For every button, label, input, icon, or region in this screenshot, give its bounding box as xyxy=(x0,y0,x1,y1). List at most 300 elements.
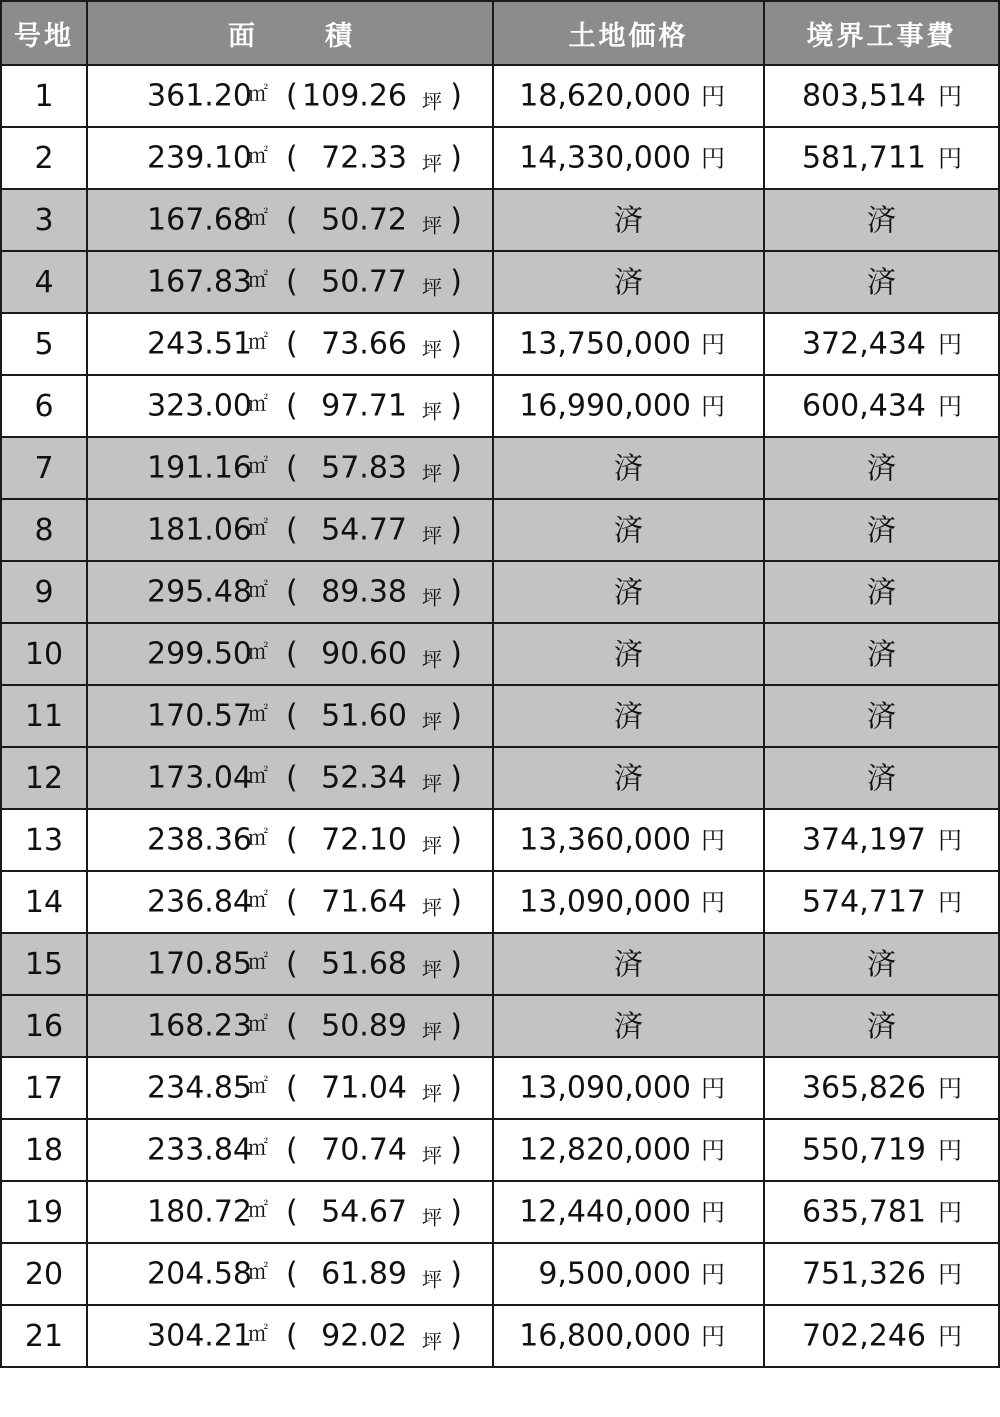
area-wrap xyxy=(88,500,492,560)
land-price-cell xyxy=(493,375,764,437)
tsubo-unit: 坪 xyxy=(422,585,442,610)
land-price-cell xyxy=(493,189,764,251)
table-body xyxy=(1,65,999,1367)
yen-unit: 円 xyxy=(938,392,962,421)
area-tsubo-value: 54.67 xyxy=(321,1194,407,1230)
area-tsubo-value: 89.38 xyxy=(321,574,407,610)
paren-open: ( xyxy=(286,822,298,858)
area-cell xyxy=(87,747,493,809)
settled-label: 済 xyxy=(866,451,896,485)
land-price-cell xyxy=(493,499,764,561)
tsubo-unit: 坪 xyxy=(422,1019,442,1044)
paren-close: ) xyxy=(450,1132,462,1168)
area-cell xyxy=(87,499,493,561)
area-tsubo-value: 50.77 xyxy=(321,264,407,300)
area-wrap xyxy=(88,1058,492,1118)
land-price-value: 9,500,000 xyxy=(538,1256,691,1292)
land-price-cell xyxy=(493,1305,764,1367)
yen-unit: 円 xyxy=(701,1260,725,1289)
lot-number: 18 xyxy=(1,1119,87,1181)
area-cell xyxy=(87,871,493,933)
land-price-cell xyxy=(493,747,764,809)
boundary-cost-cell xyxy=(764,499,999,561)
price-wrap xyxy=(494,872,763,932)
lot-number: 15 xyxy=(1,933,87,995)
paren-close: ) xyxy=(450,1256,462,1292)
paren-close: ) xyxy=(450,202,462,238)
lot-number: 9 xyxy=(1,561,87,623)
table-row xyxy=(1,1057,999,1119)
boundary-cost-cell xyxy=(764,623,999,685)
land-price-cell xyxy=(493,1057,764,1119)
boundary-cost-value: 600,434 xyxy=(801,388,926,424)
paren-open: ( xyxy=(286,450,298,486)
price-wrap xyxy=(494,1120,763,1180)
area-tsubo-value: 50.89 xyxy=(321,1008,407,1044)
boundary-cost-cell xyxy=(764,1057,999,1119)
yen-unit: 円 xyxy=(701,1074,725,1103)
paren-close: ) xyxy=(450,1318,462,1354)
table-row xyxy=(1,313,999,375)
area-sqm-value: 167.83 xyxy=(147,264,252,300)
settled-label: 済 xyxy=(866,1009,896,1043)
lot-number: 17 xyxy=(1,1057,87,1119)
paren-close: ) xyxy=(450,574,462,610)
table-row xyxy=(1,561,999,623)
paren-close: ) xyxy=(450,946,462,982)
area-wrap xyxy=(88,1244,492,1304)
area-sqm-value: 295.48 xyxy=(147,574,252,610)
table-row xyxy=(1,747,999,809)
paren-open: ( xyxy=(286,760,298,796)
sqm-unit: ㎡ xyxy=(248,701,268,726)
area-tsubo-value: 109.26 xyxy=(302,78,407,114)
paren-open: ( xyxy=(286,1070,298,1106)
land-price-cell xyxy=(493,995,764,1057)
yen-unit: 円 xyxy=(701,392,725,421)
sqm-unit: ㎡ xyxy=(248,949,268,974)
area-tsubo-value: 90.60 xyxy=(321,636,407,672)
area-wrap xyxy=(88,872,492,932)
yen-unit: 円 xyxy=(701,1136,725,1165)
land-price-value: 16,990,000 xyxy=(519,388,691,424)
area-wrap xyxy=(88,66,492,126)
boundary-cost-cell xyxy=(764,809,999,871)
area-wrap xyxy=(88,190,492,250)
area-cell xyxy=(87,623,493,685)
area-sqm-value: 299.50 xyxy=(147,636,252,672)
lot-number: 8 xyxy=(1,499,87,561)
settled-label: 済 xyxy=(613,265,643,299)
land-price-cell xyxy=(493,1119,764,1181)
yen-unit: 円 xyxy=(938,888,962,917)
table-row xyxy=(1,251,999,313)
tsubo-unit: 坪 xyxy=(422,1267,442,1292)
paren-open: ( xyxy=(286,636,298,672)
paren-close: ) xyxy=(450,1194,462,1230)
area-wrap xyxy=(88,1120,492,1180)
sqm-unit: ㎡ xyxy=(248,1197,268,1222)
lot-number: 19 xyxy=(1,1181,87,1243)
lot-number: 7 xyxy=(1,437,87,499)
area-wrap xyxy=(88,1306,492,1366)
sqm-unit: ㎡ xyxy=(248,1073,268,1098)
area-wrap xyxy=(88,996,492,1056)
yen-unit: 円 xyxy=(938,1136,962,1165)
paren-open: ( xyxy=(286,1194,298,1230)
sqm-unit: ㎡ xyxy=(248,1321,268,1346)
yen-unit: 円 xyxy=(938,1198,962,1227)
table-row xyxy=(1,809,999,871)
paren-close: ) xyxy=(450,140,462,176)
land-price-cell xyxy=(493,809,764,871)
tsubo-unit: 坪 xyxy=(422,1329,442,1354)
land-price-value: 13,090,000 xyxy=(519,1070,691,1106)
area-cell xyxy=(87,1181,493,1243)
sqm-unit: ㎡ xyxy=(248,205,268,230)
land-price-value: 14,330,000 xyxy=(519,140,691,176)
paren-open: ( xyxy=(286,574,298,610)
paren-close: ) xyxy=(450,264,462,300)
land-price-cell xyxy=(493,313,764,375)
sqm-unit: ㎡ xyxy=(248,143,268,168)
header-row xyxy=(1,1,999,65)
yen-unit: 円 xyxy=(938,1074,962,1103)
boundary-wrap xyxy=(765,1120,998,1180)
area-tsubo-value: 52.34 xyxy=(321,760,407,796)
price-wrap xyxy=(494,128,763,188)
yen-unit: 円 xyxy=(701,888,725,917)
area-sqm-value: 167.68 xyxy=(147,202,252,238)
area-sqm-value: 181.06 xyxy=(147,512,252,548)
area-tsubo-value: 72.10 xyxy=(321,822,407,858)
boundary-cost-value: 702,246 xyxy=(801,1318,926,1354)
sqm-unit: ㎡ xyxy=(248,577,268,602)
tsubo-unit: 坪 xyxy=(422,957,442,982)
land-price-cell xyxy=(493,251,764,313)
boundary-wrap xyxy=(765,376,998,436)
boundary-cost-value: 574,717 xyxy=(801,884,926,920)
sqm-unit: ㎡ xyxy=(248,453,268,478)
boundary-cost-value: 374,197 xyxy=(801,822,926,858)
area-cell xyxy=(87,809,493,871)
area-tsubo-value: 61.89 xyxy=(321,1256,407,1292)
yen-unit: 円 xyxy=(701,826,725,855)
paren-open: ( xyxy=(286,1318,298,1354)
yen-unit: 円 xyxy=(938,330,962,359)
paren-open: ( xyxy=(286,884,298,920)
settled-label: 済 xyxy=(866,513,896,547)
area-sqm-value: 243.51 xyxy=(147,326,252,362)
area-tsubo-value: 54.77 xyxy=(321,512,407,548)
lot-number: 6 xyxy=(1,375,87,437)
boundary-wrap xyxy=(765,1058,998,1118)
boundary-cost-cell xyxy=(764,561,999,623)
settled-label: 済 xyxy=(613,451,643,485)
land-price-cell xyxy=(493,623,764,685)
area-sqm-value: 180.72 xyxy=(147,1194,252,1230)
land-price-cell xyxy=(493,933,764,995)
boundary-cost-cell xyxy=(764,1119,999,1181)
boundary-cost-value: 365,826 xyxy=(801,1070,926,1106)
settled-label: 済 xyxy=(613,203,643,237)
sqm-unit: ㎡ xyxy=(248,1259,268,1284)
area-cell xyxy=(87,313,493,375)
area-tsubo-value: 57.83 xyxy=(321,450,407,486)
boundary-cost-value: 803,514 xyxy=(801,78,926,114)
area-cell xyxy=(87,375,493,437)
land-price-value: 18,620,000 xyxy=(519,78,691,114)
yen-unit: 円 xyxy=(701,82,725,111)
table-row xyxy=(1,499,999,561)
yen-unit: 円 xyxy=(938,144,962,173)
settled-label: 済 xyxy=(613,637,643,671)
area-wrap xyxy=(88,686,492,746)
price-wrap xyxy=(494,314,763,374)
boundary-cost-cell xyxy=(764,65,999,127)
lot-number: 4 xyxy=(1,251,87,313)
tsubo-unit: 坪 xyxy=(422,213,442,238)
boundary-cost-value: 550,719 xyxy=(801,1132,926,1168)
price-wrap xyxy=(494,1182,763,1242)
boundary-cost-cell xyxy=(764,995,999,1057)
area-sqm-value: 233.84 xyxy=(147,1132,252,1168)
sqm-unit: ㎡ xyxy=(248,763,268,788)
sqm-unit: ㎡ xyxy=(248,81,268,106)
settled-label: 済 xyxy=(613,1009,643,1043)
settled-label: 済 xyxy=(613,947,643,981)
paren-close: ) xyxy=(450,512,462,548)
tsubo-unit: 坪 xyxy=(422,1143,442,1168)
tsubo-unit: 坪 xyxy=(422,647,442,672)
settled-label: 済 xyxy=(866,637,896,671)
table-row xyxy=(1,1243,999,1305)
tsubo-unit: 坪 xyxy=(422,709,442,734)
area-wrap xyxy=(88,624,492,684)
settled-label: 済 xyxy=(866,947,896,981)
sqm-unit: ㎡ xyxy=(248,391,268,416)
area-sqm-value: 304.21 xyxy=(147,1318,252,1354)
boundary-cost-value: 372,434 xyxy=(801,326,926,362)
paren-close: ) xyxy=(450,388,462,424)
paren-close: ) xyxy=(450,884,462,920)
area-cell xyxy=(87,437,493,499)
boundary-cost-cell xyxy=(764,1243,999,1305)
paren-close: ) xyxy=(450,78,462,114)
table-row xyxy=(1,623,999,685)
settled-label: 済 xyxy=(613,761,643,795)
land-price-value: 12,440,000 xyxy=(519,1194,691,1230)
price-wrap xyxy=(494,1244,763,1304)
tsubo-unit: 坪 xyxy=(422,833,442,858)
boundary-cost-value: 581,711 xyxy=(801,140,926,176)
boundary-wrap xyxy=(765,1182,998,1242)
boundary-cost-cell xyxy=(764,685,999,747)
table-row xyxy=(1,995,999,1057)
boundary-cost-cell xyxy=(764,437,999,499)
area-cell xyxy=(87,995,493,1057)
area-sqm-value: 239.10 xyxy=(147,140,252,176)
paren-open: ( xyxy=(286,78,298,114)
table-row xyxy=(1,375,999,437)
paren-close: ) xyxy=(450,822,462,858)
paren-open: ( xyxy=(286,1256,298,1292)
table-row xyxy=(1,933,999,995)
area-tsubo-value: 70.74 xyxy=(321,1132,407,1168)
boundary-cost-cell xyxy=(764,251,999,313)
boundary-wrap xyxy=(765,810,998,870)
price-wrap xyxy=(494,1058,763,1118)
area-sqm-value: 168.23 xyxy=(147,1008,252,1044)
area-sqm-value: 170.85 xyxy=(147,946,252,982)
area-wrap xyxy=(88,128,492,188)
area-sqm-value: 191.16 xyxy=(147,450,252,486)
paren-open: ( xyxy=(286,202,298,238)
yen-unit: 円 xyxy=(938,826,962,855)
tsubo-unit: 坪 xyxy=(422,523,442,548)
lot-number: 3 xyxy=(1,189,87,251)
table-row xyxy=(1,437,999,499)
area-cell xyxy=(87,65,493,127)
area-cell xyxy=(87,189,493,251)
land-price-cell xyxy=(493,127,764,189)
settled-label: 済 xyxy=(866,699,896,733)
area-wrap xyxy=(88,252,492,312)
sqm-unit: ㎡ xyxy=(248,267,268,292)
settled-label: 済 xyxy=(866,761,896,795)
paren-close: ) xyxy=(450,1008,462,1044)
paren-open: ( xyxy=(286,698,298,734)
yen-unit: 円 xyxy=(701,330,725,359)
boundary-cost-cell xyxy=(764,189,999,251)
header-boundary-cost: 境界工事費 xyxy=(764,1,999,65)
paren-close: ) xyxy=(450,450,462,486)
area-cell xyxy=(87,1243,493,1305)
land-price-value: 16,800,000 xyxy=(519,1318,691,1354)
land-price-value: 13,750,000 xyxy=(519,326,691,362)
boundary-wrap xyxy=(765,66,998,126)
land-price-value: 13,090,000 xyxy=(519,884,691,920)
lot-number: 21 xyxy=(1,1305,87,1367)
boundary-cost-cell xyxy=(764,871,999,933)
tsubo-unit: 坪 xyxy=(422,771,442,796)
land-price-value: 12,820,000 xyxy=(519,1132,691,1168)
land-price-cell xyxy=(493,65,764,127)
area-tsubo-value: 73.66 xyxy=(321,326,407,362)
sqm-unit: ㎡ xyxy=(248,887,268,912)
boundary-cost-cell xyxy=(764,313,999,375)
area-wrap xyxy=(88,934,492,994)
lot-number: 12 xyxy=(1,747,87,809)
paren-close: ) xyxy=(450,760,462,796)
area-cell xyxy=(87,685,493,747)
area-wrap xyxy=(88,376,492,436)
settled-label: 済 xyxy=(866,203,896,237)
area-wrap xyxy=(88,562,492,622)
area-sqm-value: 323.00 xyxy=(147,388,252,424)
sqm-unit: ㎡ xyxy=(248,639,268,664)
tsubo-unit: 坪 xyxy=(422,275,442,300)
table-row xyxy=(1,189,999,251)
yen-unit: 円 xyxy=(701,144,725,173)
paren-close: ) xyxy=(450,636,462,672)
area-cell xyxy=(87,127,493,189)
header-land-price: 土地価格 xyxy=(493,1,764,65)
table-row xyxy=(1,1119,999,1181)
boundary-wrap xyxy=(765,128,998,188)
area-sqm-value: 236.84 xyxy=(147,884,252,920)
area-cell xyxy=(87,251,493,313)
yen-unit: 円 xyxy=(938,82,962,111)
yen-unit: 円 xyxy=(938,1260,962,1289)
area-wrap xyxy=(88,748,492,808)
boundary-wrap xyxy=(765,872,998,932)
sqm-unit: ㎡ xyxy=(248,329,268,354)
lot-number: 10 xyxy=(1,623,87,685)
paren-close: ) xyxy=(450,698,462,734)
area-wrap xyxy=(88,314,492,374)
yen-unit: 円 xyxy=(701,1322,725,1351)
boundary-cost-cell xyxy=(764,933,999,995)
paren-open: ( xyxy=(286,140,298,176)
boundary-cost-cell xyxy=(764,1181,999,1243)
table-row xyxy=(1,1181,999,1243)
lot-number: 5 xyxy=(1,313,87,375)
area-tsubo-value: 51.68 xyxy=(321,946,407,982)
lot-number: 16 xyxy=(1,995,87,1057)
area-tsubo-value: 71.64 xyxy=(321,884,407,920)
area-sqm-value: 173.04 xyxy=(147,760,252,796)
price-wrap xyxy=(494,376,763,436)
area-wrap xyxy=(88,810,492,870)
settled-label: 済 xyxy=(866,575,896,609)
land-price-cell xyxy=(493,1181,764,1243)
sqm-unit: ㎡ xyxy=(248,825,268,850)
area-tsubo-value: 50.72 xyxy=(321,202,407,238)
paren-close: ) xyxy=(450,326,462,362)
boundary-cost-cell xyxy=(764,747,999,809)
area-sqm-value: 204.58 xyxy=(147,1256,252,1292)
area-sqm-value: 238.36 xyxy=(147,822,252,858)
tsubo-unit: 坪 xyxy=(422,399,442,424)
paren-close: ) xyxy=(450,1070,462,1106)
area-tsubo-value: 51.60 xyxy=(321,698,407,734)
sqm-unit: ㎡ xyxy=(248,1011,268,1036)
boundary-cost-value: 751,326 xyxy=(801,1256,926,1292)
table-header xyxy=(1,1,999,65)
header-lot-no: 号地 xyxy=(1,1,87,65)
tsubo-unit: 坪 xyxy=(422,1081,442,1106)
area-cell xyxy=(87,1119,493,1181)
paren-open: ( xyxy=(286,1132,298,1168)
land-price-cell xyxy=(493,561,764,623)
tsubo-unit: 坪 xyxy=(422,461,442,486)
land-price-cell xyxy=(493,685,764,747)
lot-number: 2 xyxy=(1,127,87,189)
sqm-unit: ㎡ xyxy=(248,515,268,540)
settled-label: 済 xyxy=(613,575,643,609)
area-sqm-value: 234.85 xyxy=(147,1070,252,1106)
settled-label: 済 xyxy=(613,699,643,733)
boundary-cost-cell xyxy=(764,375,999,437)
area-tsubo-value: 71.04 xyxy=(321,1070,407,1106)
area-wrap xyxy=(88,1182,492,1242)
table-row xyxy=(1,1305,999,1367)
tsubo-unit: 坪 xyxy=(422,1205,442,1230)
boundary-wrap xyxy=(765,1244,998,1304)
sqm-unit: ㎡ xyxy=(248,1135,268,1160)
price-wrap xyxy=(494,810,763,870)
